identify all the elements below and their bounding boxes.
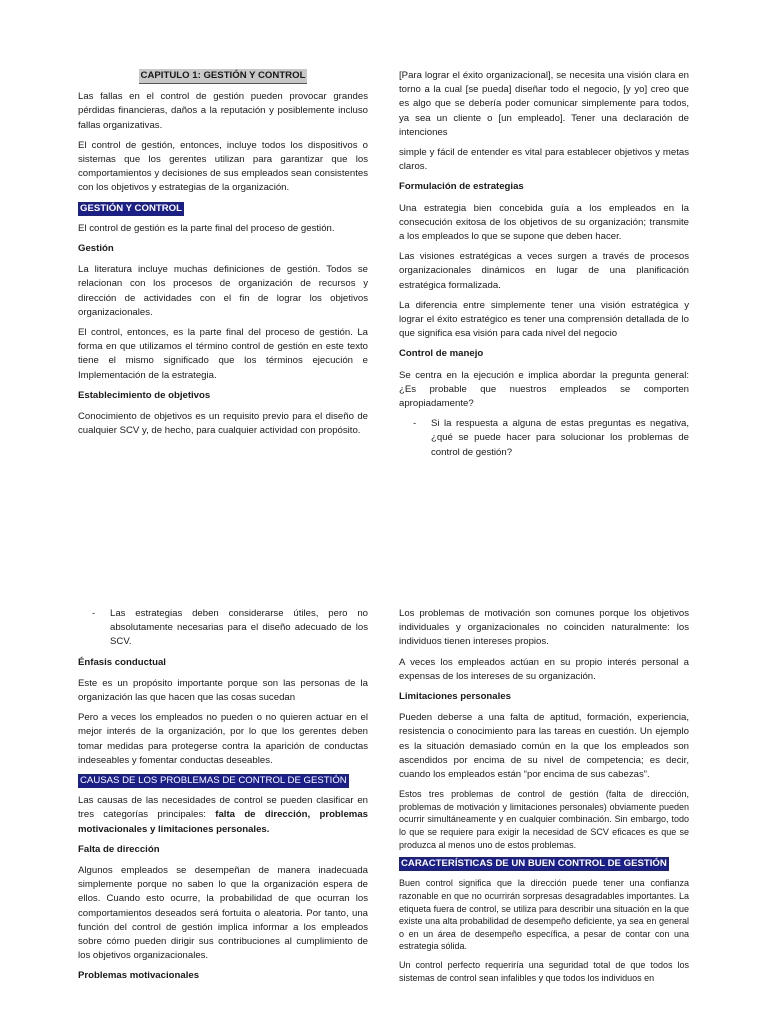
bullet-text: Si la respuesta a alguna de estas preguntas es negativa, ¿qué se puede hacer para solucionar los problemas de control de gestión?: [431, 418, 689, 458]
paragraph: Estos tres problemas de control de gestión (falta de dirección, problemas de motivación y limitaciones personales) obviamente pueden ocurrir simultáneamente y en cualquier combinación. Sin embargo, todo lo que se requiere para exigir la necesidad de SCV eficaces es que se produzca al menos uno de estos problemas.: [399, 789, 689, 850]
page1-left-column: [78, 69, 368, 444]
subheading: Problemas motivacionales: [78, 970, 200, 982]
paragraph: La literatura incluye muchas definiciones de gestión. Todos se relacionan con los procesos de organización de recursos y dirección de actividades con el fin de lograr los objetivos organizacionales.: [78, 264, 368, 318]
subheading: Gestión: [78, 243, 114, 255]
bullet-item: [399, 417, 689, 460]
bullet-item: [78, 607, 368, 650]
paragraph-start: Las causas de las necesidades de control se pueden clasificar en tres categorías principales:: [78, 795, 368, 821]
bullet-dash: -: [92, 608, 96, 619]
bullet-text: Las estrategias deben considerarse útiles, pero no absolutamente necesarias para el diseño adecuado de los SCV.: [110, 608, 368, 648]
section-banner: GESTIÓN Y CONTROL: [78, 202, 184, 216]
chapter-title: CAPITULO 1: GESTIÓN Y CONTROL: [139, 69, 308, 84]
paragraph: Pero a veces los empleados no pueden o no quieren actuar en el mejor interés de la organización, por lo que los gerentes deben tomar medidas para protegerse contra la aparición de conductas indeseables y fomentar conductas deseables.: [78, 712, 368, 766]
paragraph: Este es un propósito importante porque son las personas de la organización las que hacen que las cosas sucedan: [78, 677, 368, 704]
subheading: Énfasis conductual: [78, 656, 166, 668]
subheading: Control de manejo: [399, 348, 484, 360]
page2-right-column: [399, 607, 689, 990]
paragraph: El control de gestión, entonces, incluye todos los dispositivos o sistemas que los gerentes utilizan para garantizar que los comportamientos y decisiones de sus empleados sean consistentes con los objetivos y estrategias de la organización.: [78, 139, 368, 194]
paragraph: Los problemas de motivación son comunes porque los objetivos individuales y organizacionales no coinciden naturalmente: los individuos tienen intereses propios.: [399, 608, 689, 648]
section-banner: CAUSAS DE LOS PROBLEMAS DE CONTROL DE GESTIÓN: [78, 774, 349, 788]
section-banner: CARACTERÍSTICAS DE UN BUEN CONTROL DE GESTIÓN: [399, 857, 669, 871]
paragraph: Un control perfecto requeriría una seguridad total de que todos los sistemas de control sean infalibles y que todos los individuos en: [399, 959, 689, 983]
bold-categories: falta de dirección, problemas motivacionales y limitaciones personales.: [78, 809, 368, 835]
paragraph: Las visiones estratégicas a veces surgen a través de procesos organizacionales dinámicos en lugar de una planificación estratégica formalizada.: [399, 251, 689, 291]
paragraph: [Para lograr el éxito organizacional], se necesita una visión clara en torno a la cual [se pueda] diseñar todo el negocio, [y yo] creo que es algo que se debería poder comunicar simplemente para todos, ya sea un cliente o [un empleado]. Tener una declaración de intenciones: [399, 70, 689, 138]
paragraph: La diferencia entre simplemente tener una visión estratégica y lograr el éxito estratégico es tener una comprensión detallada de lo que significa esa visión para cada nivel del negocio: [399, 299, 689, 340]
page1-right-column: [399, 69, 689, 466]
paragraph: Las fallas en el control de gestión pueden provocar grandes pérdidas financieras, daños a la reputación y posiblemente incluso fallas organizativas.: [78, 91, 368, 131]
paragraph: Pueden deberse a una falta de aptitud, formación, experiencia, resistencia o conocimiento para las tareas en cuestión. Un ejemplo es la situación demasiado común en la que los empleados son ascendidos por encima de su nivel de competencia; es decir, cuando los empleados están “por encima de sus cabezas”.: [399, 712, 689, 781]
subheading: Limitaciones personales: [399, 691, 511, 703]
bullet-dash: -: [413, 418, 417, 430]
paragraph: El control, entonces, es la parte final del proceso de gestión. La forma en que utilizamos el término control de gestión en este texto tiene el mismo significado que los términos ejecución e Implementación de la estrategia.: [78, 327, 368, 381]
subheading: Formulación de estrategias: [399, 181, 524, 193]
paragraph: simple y fácil de entender es vital para establecer objetivos y metas claros.: [399, 147, 689, 173]
paragraph: Algunos empleados se desempeñan de manera inadecuada simplemente porque no saben lo que la organización espera de ellos. Cuando esto ocurre, la probabilidad de que ocurran los comportamientos deseados será fortuita o aleatoria. Por tanto, una función del control de gestión implica informar a los empleados sobre cómo pueden dirigir sus contribuciones al cumplimiento de los objetivos organizacionales.: [78, 865, 368, 962]
paragraph: Una estrategia bien concebida guía a los empleados en la consecución exitosa de los objetivos de su organización; transmite a los empleados lo que se supone que deben hacer.: [399, 202, 689, 243]
paragraph: Conocimiento de objetivos es un requisito previo para el diseño de cualquier SCV y, de hecho, para cualquier actividad con propósito.: [78, 411, 368, 437]
paragraph: Se centra en la ejecución e implica abordar la pregunta general: ¿Es probable que nuestros empleados se comporten apropiadamente?: [399, 369, 689, 410]
paragraph: El control de gestión es la parte final del proceso de gestión.: [78, 222, 335, 234]
paragraph: [78, 794, 368, 837]
paragraph: Buen control significa que la dirección puede tener una confianza razonable en que no ocurrirán sorpresas desagradables importantes. La etiqueta fuera de control, se utiliza para describir una situación en la que existe una alta probabilidad de desempeño deficiente, ya sea en general o en un área de desempeño específica, a pesar de contar con una estrategia sólida.: [399, 878, 689, 952]
page2-left-column: [78, 607, 368, 991]
subheading: Establecimiento de objetivos: [78, 389, 211, 401]
subheading: Falta de dirección: [78, 843, 160, 855]
paragraph: A veces los empleados actúan en su propio interés personal a expensas de los intereses de su organización.: [399, 656, 689, 682]
